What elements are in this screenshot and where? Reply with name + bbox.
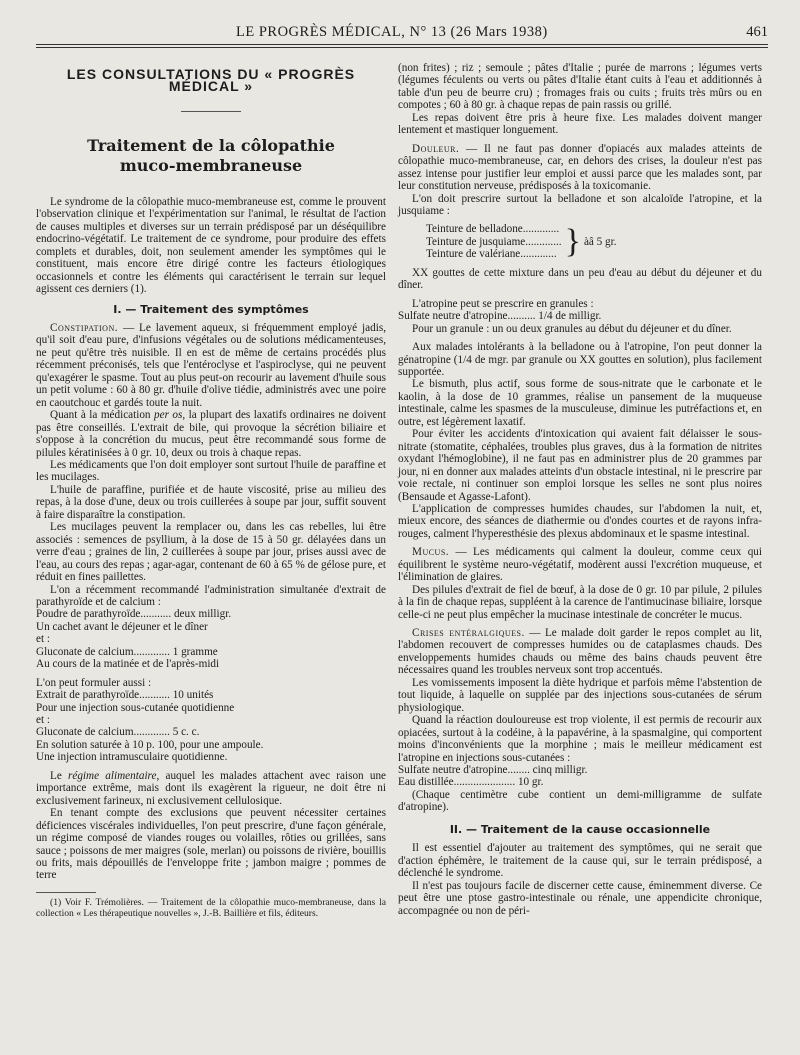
paragraph: Pour éviter les accidents d'intoxication qui avaient fait délaisser le sous-nitrate (stomatite, céphalées, troubles plus graves, dus à la formation de nitrites oxydant l'hémoglobine), il ne faut pas en administrer plus de 20 grammes par jour, ni en donner aux malades atteints d'un obstacle intestinal, ni le prescrire par voie rectale, ni continuer son emploi lorsque les selles ne sont plus noires (Bensaude et Agasse-Lafont). <box>398 428 762 503</box>
page-header <box>36 10 768 44</box>
run-in-heading: Constipation. <box>50 321 119 334</box>
prescription-line: Teinture de belladone............. <box>426 223 560 236</box>
conjunction: et : <box>36 633 50 646</box>
text: , la plupart des laxatifs ordinaires ne doivent pas être conseillés. L'extrait de bile, qui provoque la sécrétion biliaire et s'oppose à la concrétion du mucus, peut être recommandé sous forme de pilules kératinisées à 0 gr. 10, deux ou trois à chaque repas. <box>36 409 386 459</box>
brace: } <box>564 223 581 261</box>
paragraph-constipation <box>36 322 386 409</box>
emphasis: régime alimentaire <box>68 769 157 782</box>
article-title <box>36 136 386 176</box>
header-rule <box>36 44 768 45</box>
text: , auquel les malades attachent avec raison une importance extrême, mais dont ils exagèrent la rigueur, ne doit être ni exclusivement farineux, ni exclusivement cellulosique. <box>36 769 386 807</box>
header-rule-double <box>36 47 768 48</box>
paragraph-mucus <box>398 546 762 583</box>
left-column <box>36 58 386 919</box>
paragraph: Quand la réaction douloureuse est trop violente, il est permis de recourir aux opiacées, surtout à la codéine, à la papavérine, à la spasmalgine, qui comportent moins d'inconvénients que la morphine ; mais le meilleur médicament est l'atropine en injections sous-cutanées : <box>398 714 762 764</box>
paragraph <box>36 409 386 459</box>
title-line-1: Traitement de la côlopathie <box>87 135 335 155</box>
section-heading: II. — Traitement de la cause occasionnelle <box>449 822 711 836</box>
paragraph-text: — Le lavement aqueux, si fréquemment employé jadis, qu'il soit d'eau pure, d'infusions végétales ou de solutions médicamenteuses, ne peut qu'être très nuisible. Il en est de même de certains procédés plus récemment préconisés, tels que l'entéroclyse et l'aspiroclyse, qui ne peuvent qu'exagérer le spasme. Tout au plus peut-on recourir au lavement d'huile sous un petit volume : 60 à 80 gr. d'huile d'olive tiédie, administrés avec une poire en caoutchouc et gardés toute la nuit. <box>36 321 386 409</box>
paragraph: (Chaque centimètre cube contient un demi-milligramme de sulfate d'atropine). <box>398 788 762 814</box>
run-in-heading: Mucus. <box>412 546 450 559</box>
section-heading: I. — Traitement des symptômes <box>113 302 309 316</box>
paragraph: L'application de compresses humides chaudes, sur l'abdomen la nuit, et, mieux encore, des séances de diathermie ou d'ondes courtes et de rayons infra-rouges, calment l'hyperesthésie des plexus abdominaux et le spasme intestinal. <box>398 502 762 540</box>
right-column <box>398 62 762 917</box>
dose: àâ 5 gr. <box>583 235 617 248</box>
prescription-note: En solution saturée à 10 p. 100, pour une ampoule. <box>36 738 264 751</box>
paragraph: (non frites) ; riz ; semoule ; pâtes d'Italie ; purée de marrons ; légumes verts (légumes féculents ou verts ou pâtes d'Italie étant cuits à l'eau et additionnés à table d'un peu de beurre cru) ; fromages frais ou cuits ; fruits très mûrs ou en compotes ; 60 à 80 gr. à chaque repas de pain rassis ou grillé. <box>398 62 762 112</box>
paragraph: L'on peut formuler aussi : <box>36 676 152 689</box>
prescription-block <box>426 223 762 260</box>
prescription-line: Teinture de valériane............. <box>426 248 557 261</box>
paragraph: L'atropine peut se prescrire en granules : <box>412 297 594 310</box>
prescription-line: Poudre de parathyroïde........... deux milligr. <box>36 608 232 621</box>
paragraph: L'on a récemment recommandé l'administration simultanée d'extrait de parathyroïde et de calcium : <box>36 583 386 608</box>
prescription-line: Extrait de parathyroïde........... 10 unités <box>36 689 214 702</box>
paragraph: Pour un granule : un ou deux granules au début du déjeuner et du dîner. <box>412 322 732 335</box>
paragraph-text: — Le malade doit garder le repos complet au lit, l'abdomen recouvert de compresses humides ou de cataplasmes chauds. Des enveloppements humides chauds ou même des bains chauds peuvent être nécessaires quand les troubles nerveux sont trop accentués. <box>398 627 762 677</box>
prescription-line: Gluconate de calcium............. 5 c. c. <box>36 726 200 739</box>
paragraph: XX gouttes de cette mixture dans un peu d'eau au début du déjeuner et du dîner. <box>398 266 762 292</box>
title-line-2: muco-membraneuse <box>119 155 303 175</box>
paragraph: Aux malades intolérants à la belladone ou à l'atropine, l'on peut donner la génatropine (1/4 de mgr. par granule ou XX gouttes en solution), plus facilement supportée. <box>398 341 762 378</box>
paragraph: En tenant compte des exclusions que peuvent nécessiter certaines déficiences viscérales individuelles, l'on peut prescrire, d'une façon générale, un régime composé de viandes rouges ou volailles, rôties ou grillées, sans sauce ; poissons de mer maigres (sole, merlan) ou poissons de rivière, bouillis ou frits, mais dépouillés de l'enveloppe frite ; jambon maigre ; pommes de terre <box>36 807 386 882</box>
prescription-line: Sulfate neutre d'atropine........ cinq milligr. <box>398 764 588 777</box>
prescription-line: Gluconate de calcium............. 1 gramme <box>36 645 218 658</box>
paragraph-crises <box>398 627 762 677</box>
paragraph: L'huile de paraffine, purifiée et de haute viscosité, prise au milieu des repas, à la dose d'une, deux ou trois cuillerées à soupe par jour, suffit souvent à faire disparaître la constipation. <box>36 483 386 521</box>
footnote-rule <box>36 892 96 893</box>
section-kicker: LES CONSULTATIONS DU « PROGRÈS MÉDICAL » <box>66 66 356 95</box>
text: Le <box>50 769 69 782</box>
prescription-note: Un cachet avant le déjeuner et le dîner <box>36 620 208 633</box>
prescription-line: Sulfate neutre d'atropine.......... 1/4 de milligr. <box>398 310 602 323</box>
paragraph: Le bismuth, plus actif, sous forme de sous-nitrate que le carbonate et le kaolin, à la dose de 10 grammes, réalise un pansement de la muqueuse intestinale, calme les spasmes de la musculeuse, diminue les putréfactions et, en outre, est légèrement laxatif. <box>398 378 762 428</box>
intro-paragraph: Le syndrome de la côlopathie muco-membraneuse est, comme le prouvent l'observation clinique et l'expérimentation sur l'animal, le résultat de l'action de causes multiples et diverses sur un terrain prédisposé par un déséquilibre endocrino-végétatif. Le traitement de ce syndrome, pour produire des effets complets et durables, doit, non seulement amender les symptômes qui le constituent, mais encore être dirigé contre les facteurs étiologiques occasionnels et contre les éléments qui caractérisent le terrain sur lequel agissent ces derniers (1). <box>36 195 386 296</box>
footnote: (1) Voir F. Trémolières. — Traitement de la côlopathie muco-membraneuse, dans la collection « Les thérapeutique nouvelles », J.-B. Baillière et fils, éditeurs. <box>36 896 386 919</box>
prescription-note: Pour une injection sous-cutanée quotidienne <box>36 701 235 714</box>
prescription-note: Une injection intramusculaire quotidienne. <box>36 751 228 764</box>
divider <box>181 111 241 112</box>
running-title: LE PROGRÈS MÉDICAL, N° 13 (26 Mars 1938) <box>236 24 548 40</box>
paragraph-text: — Les médicaments qui calment la douleur, comme ceux qui équilibrent le système neuro-végétatif, modèrent aussi l'excrétion muqueuse, et l'élimination de glaires. <box>398 546 762 584</box>
run-in-heading: Douleur. <box>412 142 460 155</box>
page-number: 461 <box>746 24 768 40</box>
conjunction: et : <box>36 714 50 727</box>
paragraph: L'on doit prescrire surtout la belladone et son alcaloïde l'atropine, et la jusquiame : <box>398 192 762 217</box>
paragraph: Les médicaments que l'on doit employer sont surtout l'huile de paraffine et les mucilages. <box>36 458 386 484</box>
paragraph-regime <box>36 770 386 807</box>
paragraph: Les vomissements imposent la diète hydrique et parfois même l'abstention de tout liquide, à laquelle on supplée par des injections sous-cutanées de sérum physiologique. <box>398 676 762 714</box>
paragraph: Il est essentiel d'ajouter au traitement des symptômes, qui ne serait que d'action éphémère, le traitement de la cause qui, sur le terrain prédisposé, a déclenché le syndrome. <box>398 842 762 880</box>
prescription-line: Eau distillée...................... 10 gr. <box>398 776 544 789</box>
text: Quant à la médication <box>50 409 155 422</box>
paragraph-text: — Il ne faut pas donner d'opiacés aux malades atteints de côlopathie muco-membraneuse, car, en dehors des crises, la douleur n'est pas assez intense pour justifier leur emploi et aussi parce que les malades sont, par leur constitution nerveuse, prédisposés à la toxicomanie. <box>398 142 762 193</box>
paragraph: Les mucilages peuvent la remplacer ou, dans les cas rebelles, lui être associés : semences de psyllium, à la dose de 15 à 50 gr. délayées dans un verre d'eau ; graines de lin, 2 cuillerées à soupe par jour, prises aussi avec de l'eau, au cours des repas ; agar-agar, contenant de 60 à 65 % de gélose pure, et réduit en fines paillettes. <box>36 521 386 584</box>
paragraph: Les repas doivent être pris à heure fixe. Les malades doivent manger lentement et mastiquer longuement. <box>398 111 762 137</box>
prescription-line: Teinture de jusquiame............. <box>426 235 562 248</box>
run-in-heading: Crises entéralgiques. <box>412 627 525 640</box>
paragraph-douleur <box>398 143 762 193</box>
paragraph: Des pilules d'extrait de fiel de bœuf, à la dose de 0 gr. 10 par pilule, 2 pilules à la fin de chaque repas, suppléent à la carence de l'antimucinase biliaire, lorsque celle-ci ne peut plus empêcher la mucinase intestinale de concréter le mucus. <box>398 583 762 621</box>
emphasis: per os <box>154 409 183 422</box>
prescription-note: Au cours de la matinée et de l'après-midi <box>36 658 220 671</box>
paragraph: Il n'est pas toujours facile de discerner cette cause, éminemment diverse. Ce peut être une ptose gastro-intestinale ou rénale, une appendicite chronique, accompagnée ou non de péri- <box>398 879 762 917</box>
